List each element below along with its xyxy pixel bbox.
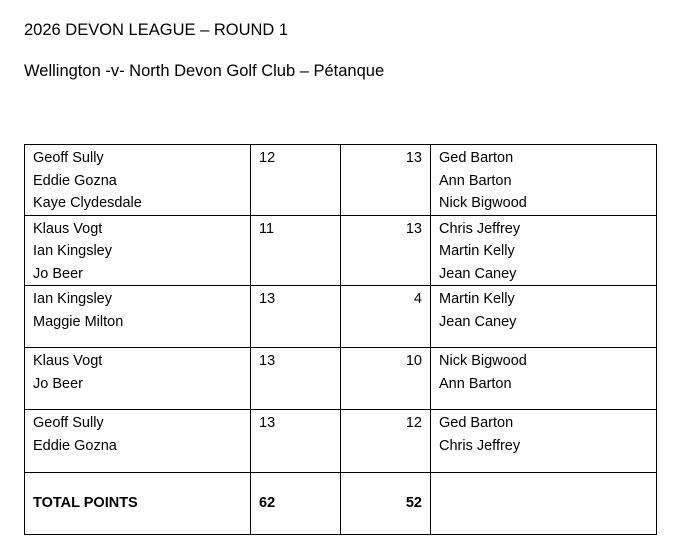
home-score-cell <box>251 410 341 473</box>
away-score: 10 <box>405 353 422 369</box>
away-player-name: Ged Barton <box>439 150 514 166</box>
home-players-cell <box>25 410 251 473</box>
home-players-cell <box>25 348 251 410</box>
home-player-name: Ian Kingsley <box>33 243 112 259</box>
home-score-cell <box>251 145 341 216</box>
home-players-cell <box>25 215 251 286</box>
away-player-name: Jean Caney <box>439 265 517 282</box>
home-score: 13 <box>259 415 276 431</box>
away-players-cell <box>431 410 657 473</box>
away-player-name: Chris Jeffrey <box>439 220 521 237</box>
home-player-name: Ian Kingsley <box>33 291 112 307</box>
home-player-name: Jo Beer <box>33 265 83 282</box>
away-score: 12 <box>405 415 422 431</box>
total-home-score: 62 <box>259 495 276 512</box>
total-away-cell <box>341 473 431 535</box>
home-player-name: Jo Beer <box>33 375 83 392</box>
away-score: 13 <box>405 220 422 237</box>
away-player-name: Martin Kelly <box>439 291 515 307</box>
away-score: 13 <box>405 150 422 166</box>
document-title: 2026 DEVON LEAGUE – ROUND 1 <box>24 21 289 39</box>
home-score-cell <box>251 286 341 348</box>
match-row <box>25 286 657 348</box>
home-players-cell <box>25 145 251 216</box>
home-score-cell <box>251 215 341 286</box>
away-player-name: Jean Caney <box>439 313 517 330</box>
home-player-name: Eddie Gozna <box>33 172 117 189</box>
total-points-label: TOTAL POINTS <box>33 495 138 512</box>
away-player-name: Ann Barton <box>439 172 512 189</box>
match-row <box>25 410 657 473</box>
away-score-cell <box>341 145 431 216</box>
home-player-name: Eddie Gozna <box>33 437 117 454</box>
total-away-score: 52 <box>405 495 422 512</box>
home-player-name: Klaus Vogt <box>33 220 103 237</box>
home-score: 11 <box>259 220 275 237</box>
away-player-name: Ann Barton <box>439 375 512 392</box>
away-score-cell <box>341 286 431 348</box>
away-players-cell <box>431 215 657 286</box>
away-score-cell <box>341 410 431 473</box>
home-players-cell <box>25 286 251 348</box>
away-player-name: Ged Barton <box>439 415 514 431</box>
total-home-cell <box>251 473 341 535</box>
away-players-cell <box>431 286 657 348</box>
results-table <box>24 144 657 535</box>
match-row <box>25 348 657 410</box>
home-player-name: Geoff Sully <box>33 150 104 166</box>
home-score: 13 <box>259 353 276 369</box>
away-player-name: Nick Bigwood <box>439 195 527 211</box>
away-players-cell <box>431 145 657 216</box>
match-row <box>25 145 657 216</box>
home-player-name: Klaus Vogt <box>33 353 103 369</box>
total-row <box>25 473 657 535</box>
away-player-name: Martin Kelly <box>439 243 515 259</box>
home-player-name: Maggie Milton <box>33 313 124 330</box>
away-player-name: Chris Jeffrey <box>439 437 521 454</box>
away-score-cell <box>341 348 431 410</box>
match-subtitle: Wellington -v- North Devon Golf Club – Pétanque <box>24 62 385 80</box>
total-label-cell <box>25 473 251 535</box>
away-score: 4 <box>413 291 422 307</box>
total-empty-cell <box>431 473 657 535</box>
away-score-cell <box>341 215 431 286</box>
home-score-cell <box>251 348 341 410</box>
away-player-name: Nick Bigwood <box>439 353 527 369</box>
match-row <box>25 215 657 286</box>
home-score: 13 <box>259 291 276 307</box>
home-score: 12 <box>259 150 276 166</box>
home-player-name: Geoff Sully <box>33 415 104 431</box>
home-player-name: Kaye Clydesdale <box>33 195 142 211</box>
away-players-cell <box>431 348 657 410</box>
